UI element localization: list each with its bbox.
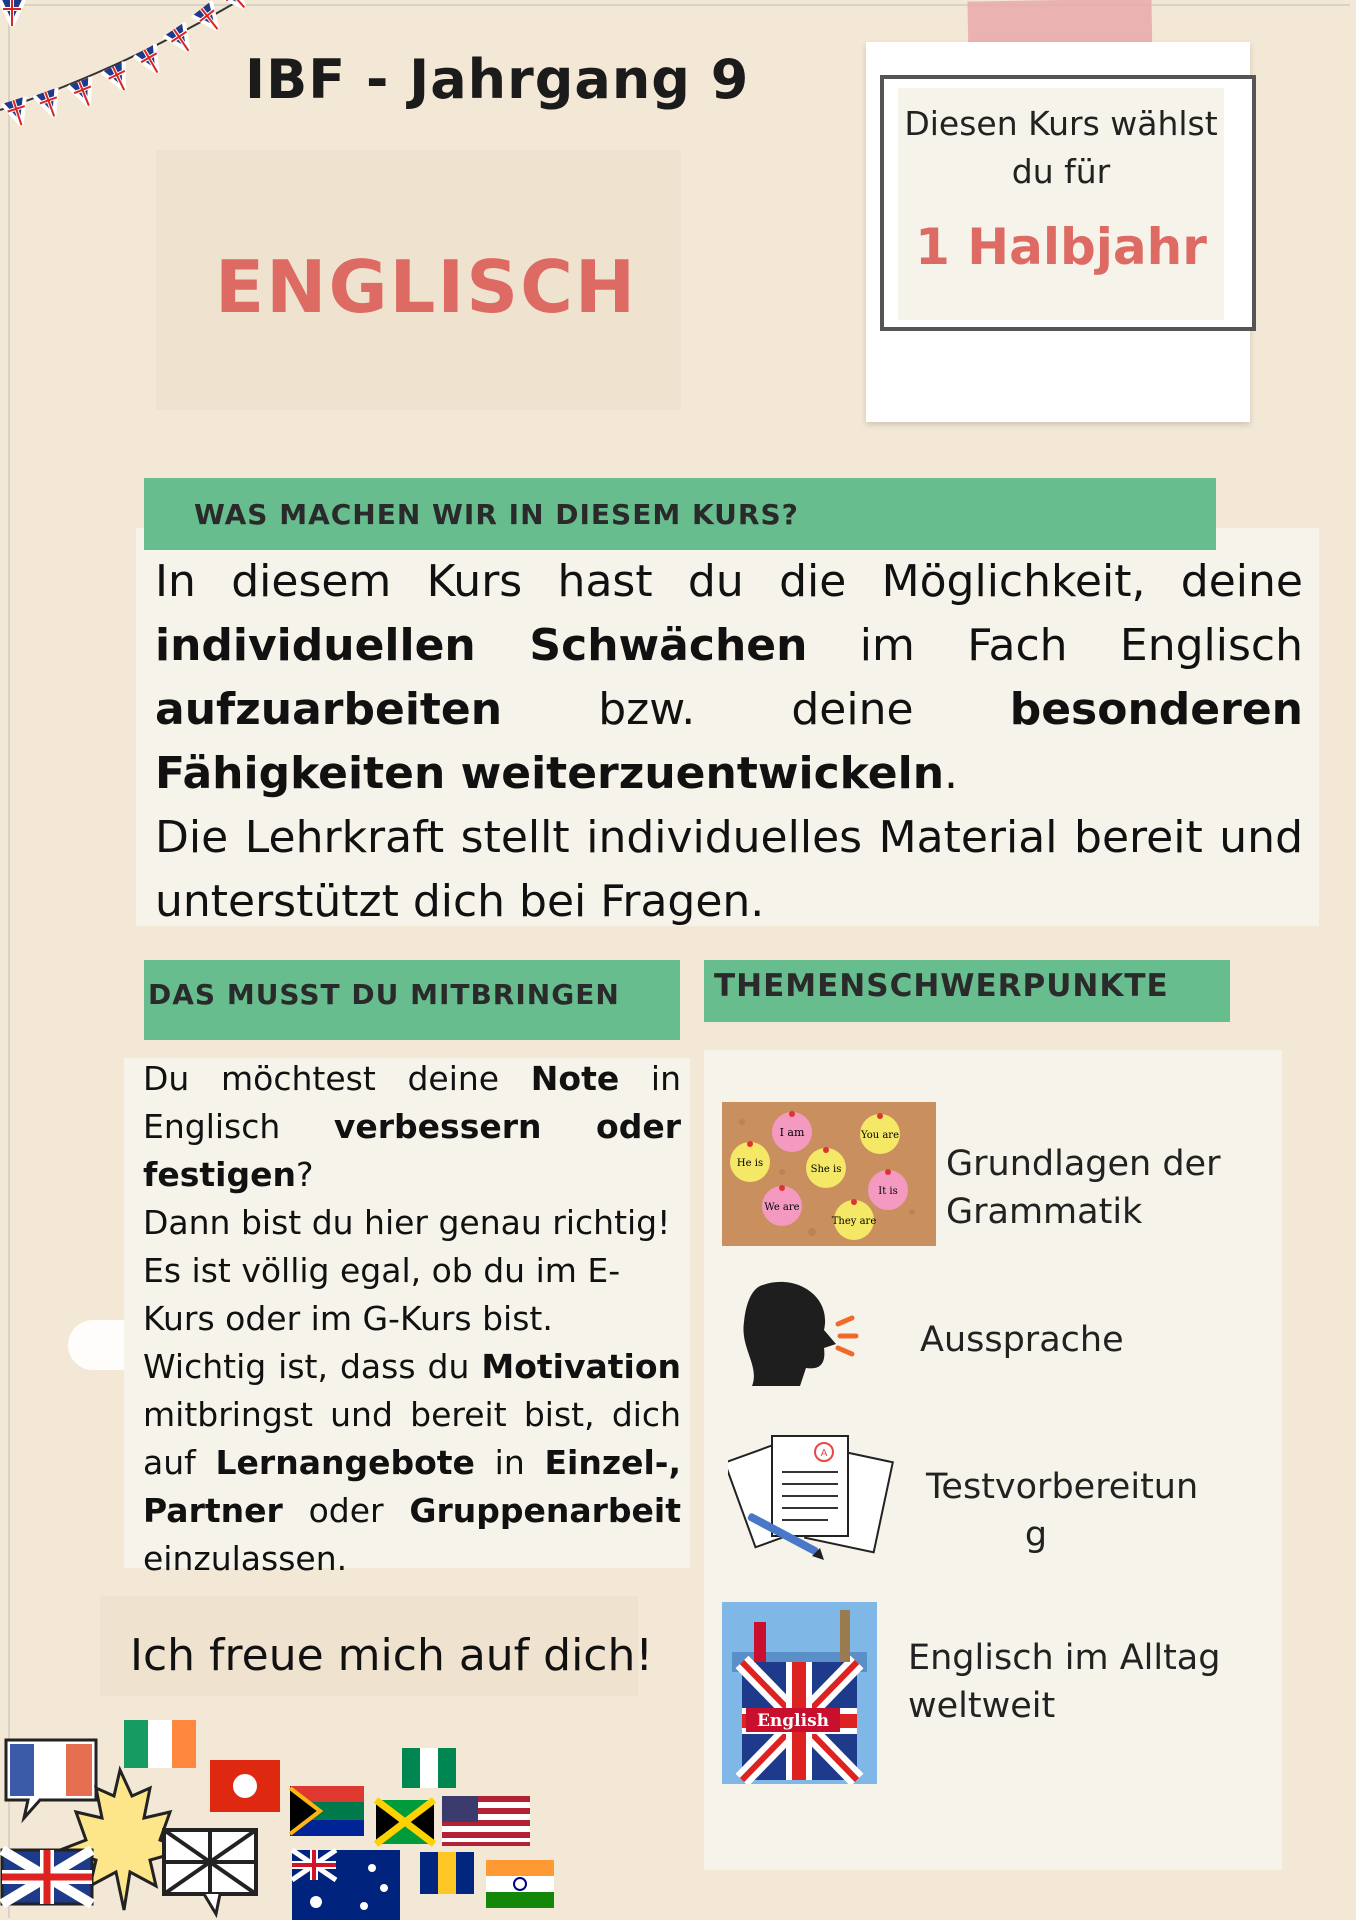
text-run: .: [944, 748, 959, 799]
section-heading-course-label: WAS MACHEN WIR IN DIESEM KURS?: [194, 498, 799, 531]
text-run-bold: verbessern oder festigen: [143, 1107, 681, 1194]
subject-title: ENGLISCH: [215, 245, 638, 329]
grammar-note: We are: [764, 1202, 800, 1213]
text-run: Es ist völlig egal, ob du im E-Kurs oder im G-Kurs bist.: [143, 1251, 621, 1338]
course-description: [155, 550, 1303, 934]
svg-text:A: A: [820, 1448, 828, 1459]
text-run-bold: Lernangebote: [215, 1443, 475, 1482]
union-jack-bunting-icon: [0, 0, 260, 150]
text-run-bold: Note: [530, 1059, 620, 1098]
text-run: im Fach Englisch: [807, 620, 1303, 671]
greeting-text: Ich freue mich auf dich!: [130, 1630, 654, 1681]
topic-pronunciation: Aussprache: [920, 1320, 1124, 1360]
grammar-note: She is: [810, 1164, 842, 1175]
speaking-head-icon: [740, 1278, 860, 1388]
text-run: in: [474, 1443, 545, 1482]
text-run: in Englisch: [143, 1059, 681, 1146]
topic-grammar: [946, 1140, 1220, 1236]
course-duration-value: 1 Halbjahr: [915, 218, 1207, 276]
text-run: In diesem Kurs hast du die Möglichkeit, deine: [155, 556, 1303, 607]
text-run-bold: aufzuarbeiten: [155, 684, 503, 735]
english-speaking-flags-icon: [0, 1700, 580, 1920]
topic-label-line: Grammatik: [946, 1192, 1143, 1232]
text-run: einzulassen.: [143, 1539, 348, 1578]
grammar-note: They are: [831, 1216, 877, 1227]
grammar-note: You are: [860, 1130, 900, 1141]
page-title: IBF - Jahrgang 9: [245, 48, 750, 111]
text-run: oder: [282, 1491, 410, 1530]
grammar-note: He is: [736, 1158, 764, 1169]
text-run: Du möchtest deine: [143, 1059, 531, 1098]
text-run: mitbringst und bereit bist, dich auf: [143, 1395, 681, 1482]
text-run: Die Lehrkraft stellt individuelles Material bereit und unterstützt dich bei Fragen.: [155, 812, 1303, 927]
section-heading-requirements-label: DAS MUSST DU MITBRINGEN: [148, 978, 620, 1011]
text-run: ?: [295, 1155, 314, 1194]
text-run-bold: individuellen Schwächen: [155, 620, 808, 671]
test-papers-icon: [728, 1428, 900, 1560]
grammar-notes-image: [722, 1102, 936, 1246]
text-run-bold: Einzel-, Partner: [143, 1443, 681, 1530]
topic-label-line: weltweit: [908, 1686, 1056, 1726]
text-run: Dann bist du hier genau richtig!: [143, 1203, 671, 1242]
section-heading-topics-label: THEMENSCHWERPUNKTE: [714, 968, 1169, 1004]
section-heading-course: [144, 478, 1216, 550]
grammar-note: I am: [779, 1126, 805, 1139]
grammar-note: It is: [878, 1186, 898, 1197]
requirements-text: [143, 1055, 681, 1583]
topic-label-line: Testvorbereitun: [926, 1467, 1199, 1507]
section-heading-topics: [704, 960, 1230, 1022]
english-uk-image: [722, 1602, 877, 1784]
topic-label-line: Englisch im Alltag: [908, 1638, 1221, 1678]
text-run: Wichtig ist, dass du: [143, 1347, 482, 1386]
topic-test-prep: [926, 1463, 1199, 1559]
text-run: bzw. deine: [502, 684, 1010, 735]
english-sign: English: [756, 1711, 830, 1731]
topic-label-line: Grundlagen der: [946, 1144, 1221, 1184]
section-heading-requirements: [144, 960, 680, 1040]
topic-english-everyday: [908, 1634, 1220, 1730]
topic-label-line: g: [1024, 1515, 1048, 1555]
text-run-bold: besonderen Fähigkeiten weiterzuentwickeln: [155, 684, 1303, 799]
text-run-bold: Gruppenarbeit: [409, 1491, 681, 1530]
course-duration-label: Diesen Kurs wählst du für: [904, 104, 1218, 191]
text-run-bold: Motivation: [481, 1347, 681, 1386]
